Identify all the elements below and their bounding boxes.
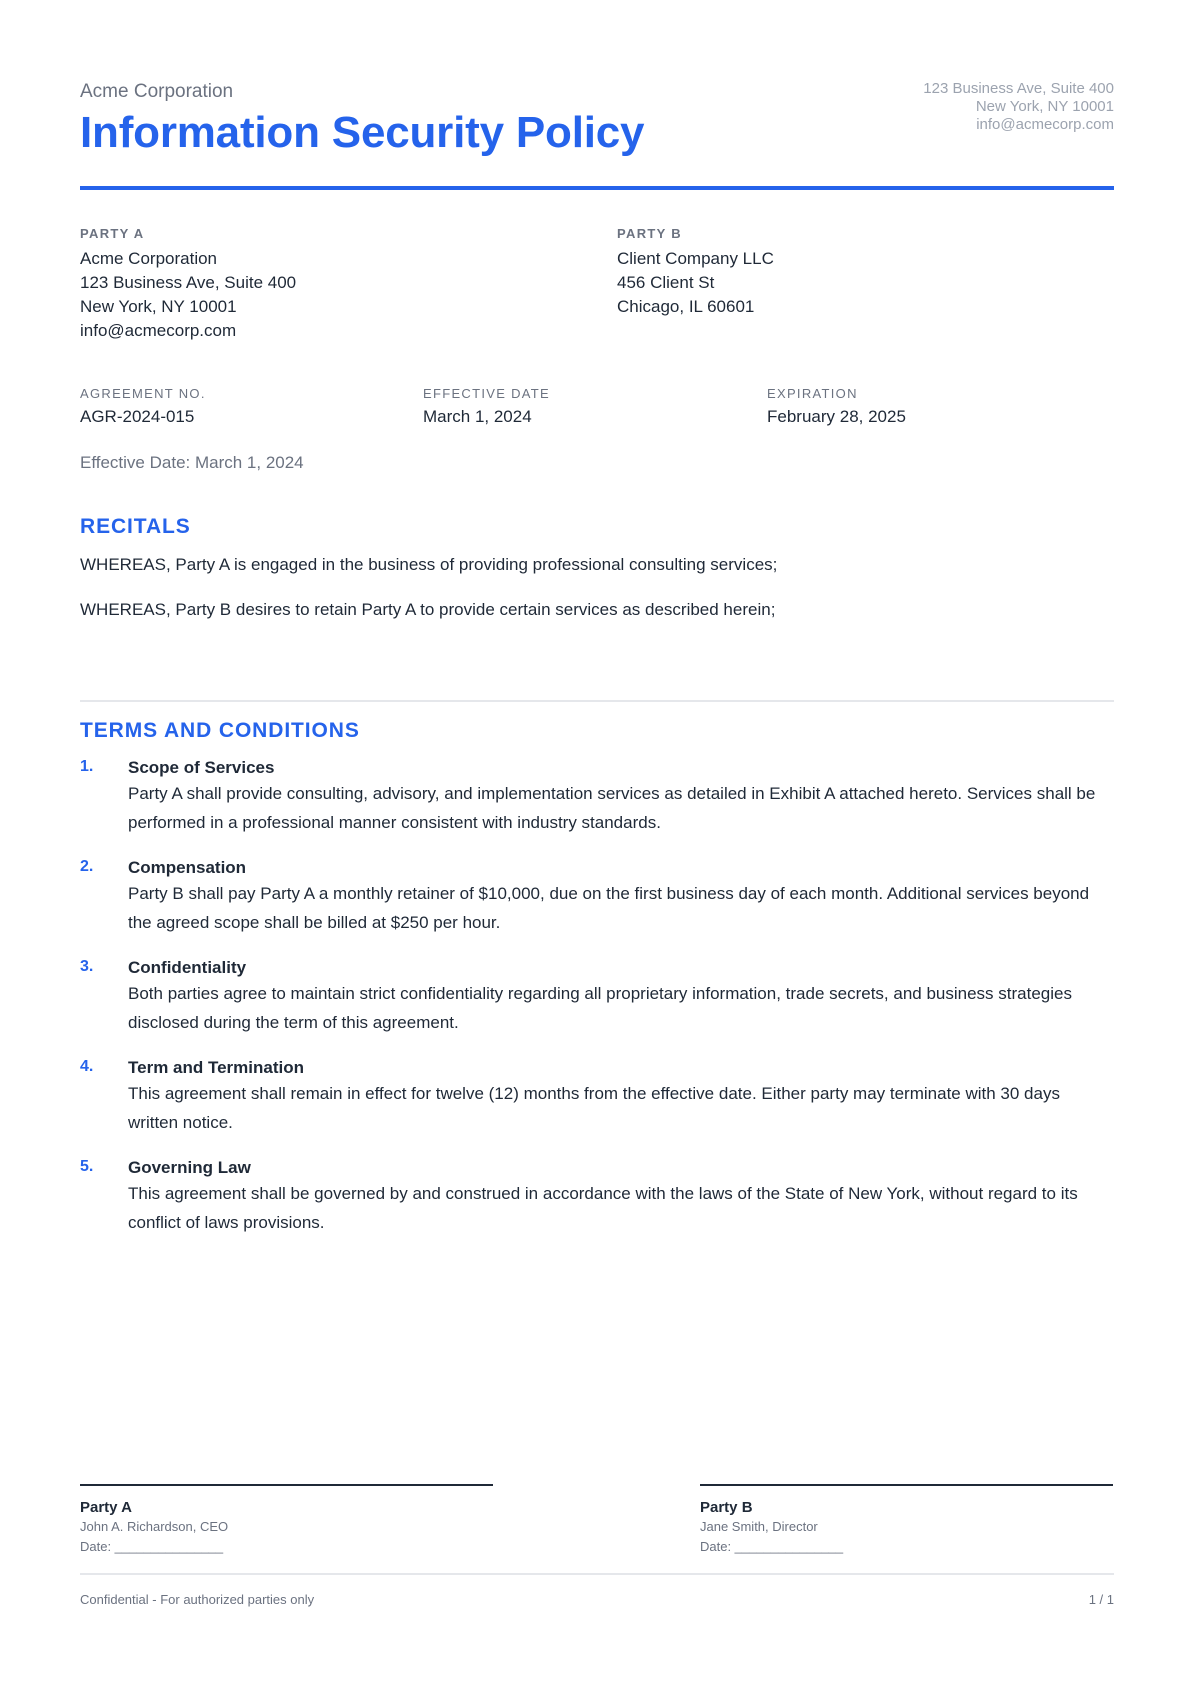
party-b-street: 456 Client St: [617, 273, 715, 292]
party-a-name: Acme Corporation: [80, 249, 218, 268]
signatory-name: Jane Smith, Director: [700, 1519, 818, 1534]
term-number: 3.: [80, 958, 94, 975]
term-text: This agreement shall be governed by and construed in accordance with the laws of the State of New York, without regard to its conflict of laws provisions.: [128, 1184, 1078, 1232]
terms-heading: TERMS AND CONDITIONS: [80, 719, 360, 742]
party-b-name: Client Company LLC: [617, 249, 774, 268]
address-line: New York, NY 10001: [975, 98, 1114, 115]
footer-confidential-note: Confidential - For authorized parties only: [80, 1592, 315, 1607]
recitals-heading: RECITALS: [80, 515, 191, 538]
signature-block-party-b: [700, 1484, 1113, 1557]
term-title: Term and Termination: [128, 1058, 305, 1077]
party-b-block: [617, 226, 774, 319]
term-number: 5.: [80, 1158, 94, 1175]
term-text: Party B shall pay Party A a monthly retainer of $10,000, due on the first business day of each month. Additional services beyond the agreed scope shall be billed at $250 per hour.: [128, 884, 1090, 932]
party-a-block: [80, 226, 296, 343]
terms-list: [80, 757, 1114, 1257]
term-item: [80, 957, 1114, 1037]
term-title: Governing Law: [128, 1158, 251, 1177]
term-number: 4.: [80, 1058, 94, 1075]
meta-expiration: [767, 386, 906, 427]
term-title: Scope of Services: [128, 758, 275, 777]
document-header: [80, 78, 1114, 190]
signature-block-party-a: [80, 1484, 493, 1557]
party-a-email: info@acmecorp.com: [80, 321, 237, 340]
party-a-city: New York, NY 10001: [80, 297, 237, 316]
signatory-name: John A. Richardson, CEO: [80, 1519, 229, 1534]
term-text: This agreement shall remain in effect for twelve (12) months from the effective date. Either party may terminate with 30 days written notice.: [128, 1084, 1060, 1132]
document-title: Information Security Policy: [80, 108, 645, 157]
page-number: 1 / 1: [1088, 1592, 1114, 1607]
address-line: 123 Business Ave, Suite 400: [923, 80, 1114, 97]
recital-item: WHEREAS, Party A is engaged in the business of providing professional consulting services;: [80, 555, 778, 574]
term-item: [80, 1057, 1114, 1137]
signature-party: Party A: [80, 1499, 132, 1516]
meta-value: AGR-2024-015: [80, 407, 195, 426]
term-text: Both parties agree to maintain strict confidentiality regarding all proprietary information, trade secrets, and business strategies disclosed during the term of this agreement.: [128, 984, 1072, 1032]
meta-label: EFFECTIVE DATE: [423, 386, 551, 401]
signature-party: Party B: [700, 1499, 753, 1516]
effective-date-note: Effective Date: March 1, 2024: [80, 453, 304, 472]
meta-value: February 28, 2025: [767, 407, 906, 426]
term-number: 2.: [80, 858, 94, 875]
party-a-label: PARTY A: [80, 226, 145, 241]
party-b-city: Chicago, IL 60601: [617, 297, 755, 316]
meta-effective-date: [423, 386, 550, 427]
meta-label: EXPIRATION: [767, 386, 858, 401]
term-number: 1.: [80, 758, 94, 775]
company-name: Acme Corporation: [80, 81, 234, 102]
meta-agreement-no: [80, 386, 206, 427]
term-item: [80, 757, 1114, 837]
section-divider: [80, 700, 1114, 702]
term-item: [80, 1157, 1114, 1237]
document-page: [80, 0, 1114, 1683]
recital-item: WHEREAS, Party B desires to retain Party A to provide certain services as described herein;: [80, 600, 776, 619]
footer-divider: [80, 1573, 1114, 1575]
term-title: Compensation: [128, 858, 247, 877]
party-b-label: PARTY B: [617, 226, 682, 241]
signature-date: Date: _______________: [700, 1539, 844, 1554]
meta-value: March 1, 2024: [423, 407, 532, 426]
term-text: Party A shall provide consulting, advisory, and implementation services as detailed in Exhibit A attached hereto. Services shall be performed in a professional manner consistent with industry standards.: [128, 784, 1096, 832]
signature-date: Date: _______________: [80, 1539, 224, 1554]
term-item: [80, 857, 1114, 937]
term-title: Confidentiality: [128, 958, 247, 977]
company-address: [923, 80, 1114, 134]
address-email: info@acmecorp.com: [976, 116, 1114, 133]
meta-label: AGREEMENT NO.: [80, 386, 206, 401]
party-a-street: 123 Business Ave, Suite 400: [80, 273, 297, 292]
